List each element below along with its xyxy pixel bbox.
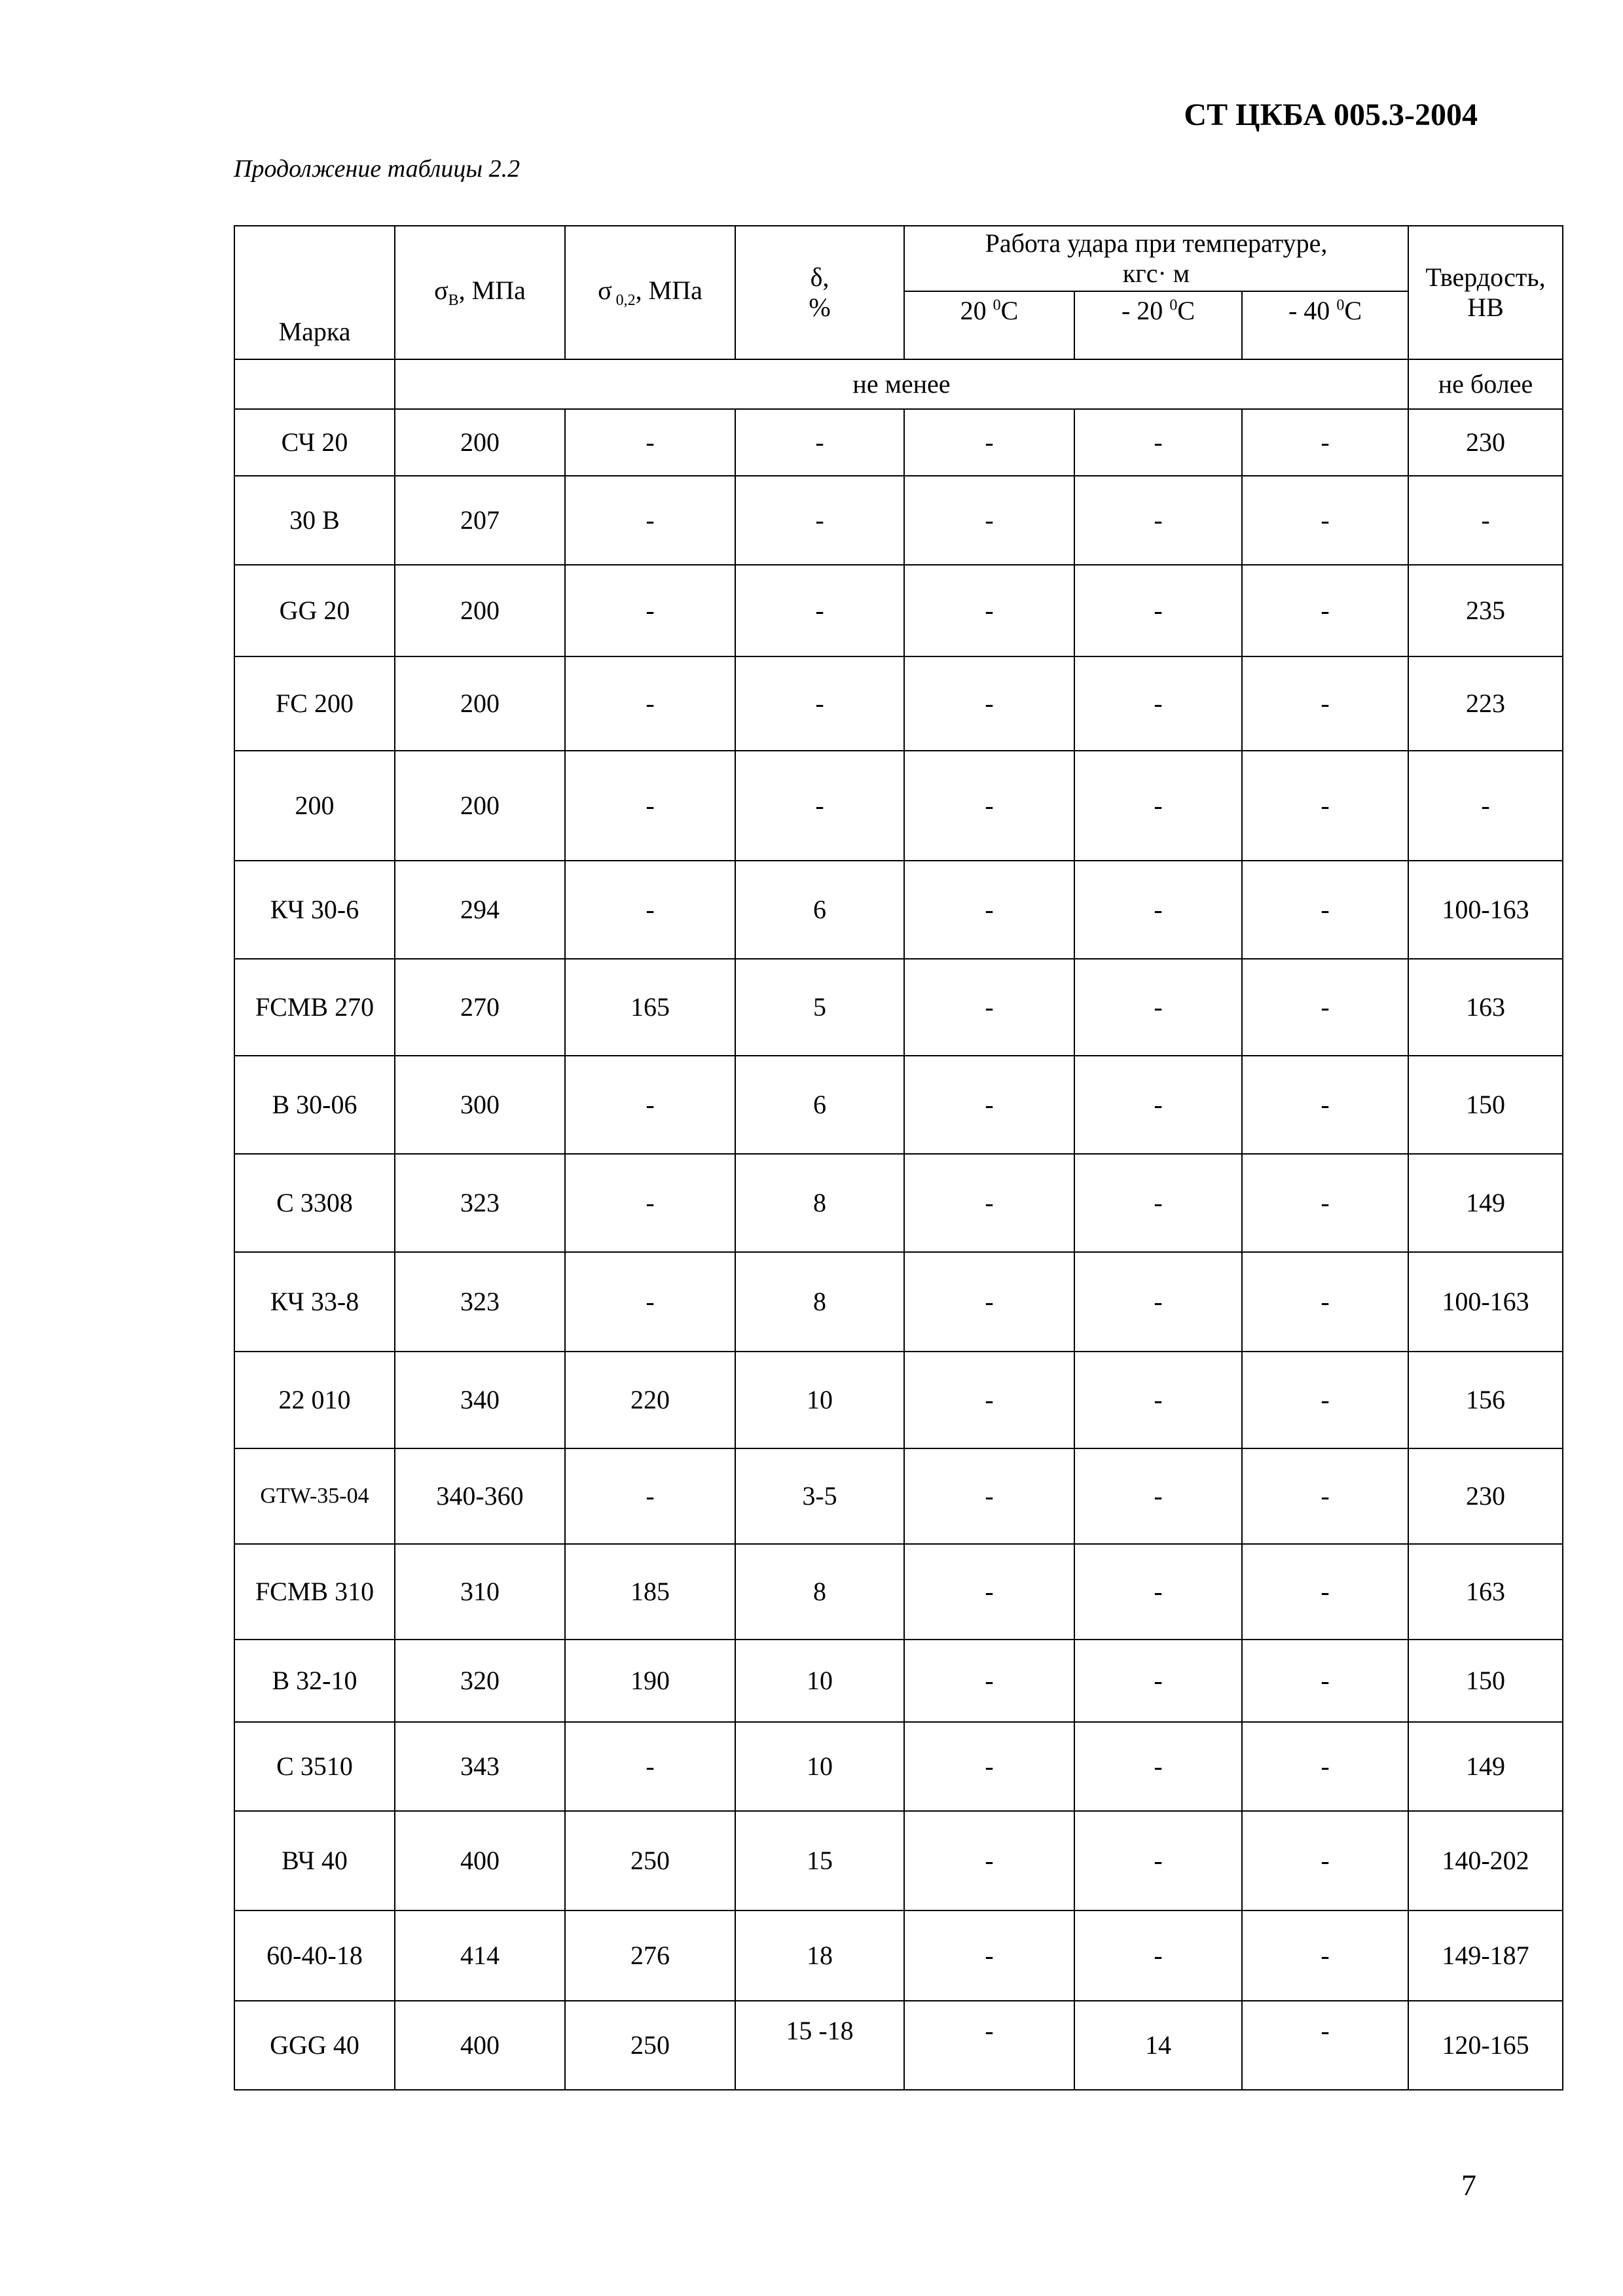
cell-impact-minus-20: - [1074,1544,1242,1640]
cell-grade: FCMB 270 [234,959,395,1056]
cell-elongation: 10 [735,1352,904,1448]
cell-grade: FCMB 310 [234,1544,395,1640]
table-row [234,1448,1563,1544]
cell-grade: 200 [234,751,395,861]
cell-impact-minus-20: - [1074,1154,1242,1252]
cell-yield-strength: - [565,565,735,656]
cell-impact-minus-40: - [1242,1910,1408,2001]
table-row [234,751,1563,861]
cell-impact-20: - [904,2001,1074,2090]
table-row [234,1352,1563,1448]
cell-impact-minus-40: - [1242,1252,1408,1352]
cell-impact-minus-20: - [1074,409,1242,476]
cell-tensile-strength: 200 [395,656,565,751]
cell-elongation: 15 [735,1811,904,1910]
cell-grade: GG 20 [234,565,395,656]
cell-impact-minus-40: - [1242,1448,1408,1544]
cell-tensile-strength: 294 [395,861,565,959]
cell-impact-minus-20: - [1074,1352,1242,1448]
cell-elongation: - [735,476,904,565]
cell-impact-minus-40: - [1242,1640,1408,1722]
cell-hardness: 140-202 [1408,1811,1563,1910]
header-temp-minus-40: - 40 $^0$С [1242,291,1408,359]
properties-table [234,225,1563,2090]
cell-impact-minus-20: - [1074,1722,1242,1811]
header-elongation: δ, % [735,226,904,359]
header-max-note: не более [1408,359,1563,409]
cell-yield-strength: 165 [565,959,735,1056]
cell-elongation: 10 [735,1722,904,1811]
cell-impact-minus-40: - [1242,861,1408,959]
cell-impact-minus-40: - [1242,1154,1408,1252]
cell-elongation: 5 [735,959,904,1056]
header-temp-20: 20 $^0$С [904,291,1074,359]
cell-hardness: 230 [1408,409,1563,476]
cell-impact-minus-40: - [1242,1352,1408,1448]
cell-grade: КЧ 33-8 [234,1252,395,1352]
cell-impact-minus-40: - [1242,565,1408,656]
cell-impact-20: - [904,476,1074,565]
cell-grade: GTW-35-04 [234,1448,395,1544]
cell-hardness: 120-165 [1408,2001,1563,2090]
page-number: 7 [1461,2168,1476,2202]
cell-hardness: - [1408,476,1563,565]
header-impact-energy: Работа удара при температуре, кгс· м [904,226,1408,291]
cell-grade: СЧ 20 [234,409,395,476]
cell-tensile-strength: 323 [395,1154,565,1252]
table-row [234,1910,1563,2001]
cell-yield-strength: - [565,656,735,751]
table-row [234,861,1563,959]
header-hardness: Твердость, НВ [1408,226,1563,359]
cell-tensile-strength: 207 [395,476,565,565]
cell-elongation: 3-5 [735,1448,904,1544]
table-caption: Продолжение таблицы 2.2 [234,155,520,183]
document-code: СТ ЦКБА 005.3-2004 [1184,98,1478,132]
cell-tensile-strength: 400 [395,2001,565,2090]
table-row [234,1640,1563,1722]
cell-yield-strength: - [565,1252,735,1352]
cell-tensile-strength: 200 [395,409,565,476]
cell-impact-minus-40: - [1242,1544,1408,1640]
cell-impact-20: - [904,1352,1074,1448]
cell-yield-strength: 220 [565,1352,735,1448]
table-row [234,1722,1563,1811]
cell-yield-strength: - [565,476,735,565]
cell-impact-minus-40: - [1242,2001,1408,2090]
cell-grade: В 32-10 [234,1640,395,1722]
table-row [234,1544,1563,1640]
cell-hardness: 156 [1408,1352,1563,1448]
cell-grade: С 3308 [234,1154,395,1252]
cell-hardness: 149-187 [1408,1910,1563,2001]
cell-impact-minus-20: - [1074,1056,1242,1154]
cell-tensile-strength: 414 [395,1910,565,2001]
cell-impact-20: - [904,565,1074,656]
cell-impact-20: - [904,959,1074,1056]
cell-hardness: 100-163 [1408,1252,1563,1352]
cell-grade: 22 010 [234,1352,395,1448]
table-row [234,959,1563,1056]
cell-hardness: 100-163 [1408,861,1563,959]
cell-impact-minus-20: - [1074,1448,1242,1544]
cell-yield-strength: - [565,861,735,959]
cell-impact-20: - [904,1448,1074,1544]
cell-impact-minus-40: - [1242,656,1408,751]
cell-hardness: 223 [1408,656,1563,751]
cell-hardness: - [1408,751,1563,861]
cell-hardness: 230 [1408,1448,1563,1544]
cell-yield-strength: - [565,1448,735,1544]
cell-yield-strength: - [565,409,735,476]
cell-yield-strength: 250 [565,1811,735,1910]
cell-impact-20: - [904,1056,1074,1154]
cell-elongation: 18 [735,1910,904,2001]
cell-grade: В 30-06 [234,1056,395,1154]
table-row [234,409,1563,476]
cell-impact-minus-20: - [1074,565,1242,656]
table-row [234,1154,1563,1252]
header-min-note: не менее [395,359,1408,409]
cell-tensile-strength: 343 [395,1722,565,1811]
cell-yield-strength: - [565,1056,735,1154]
cell-yield-strength: - [565,1154,735,1252]
cell-impact-minus-20: - [1074,656,1242,751]
cell-hardness: 163 [1408,1544,1563,1640]
cell-yield-strength: 185 [565,1544,735,1640]
cell-tensile-strength: 400 [395,1811,565,1910]
cell-impact-20: - [904,1154,1074,1252]
cell-elongation: 6 [735,1056,904,1154]
cell-elongation: - [735,409,904,476]
cell-grade: GGG 40 [234,2001,395,2090]
cell-impact-minus-20: - [1074,1910,1242,2001]
cell-impact-minus-40: - [1242,476,1408,565]
table-row [234,656,1563,751]
table-row [234,1811,1563,1910]
header-yield-strength: σ $_{0,2}$, МПа [565,226,735,359]
cell-grade: FC 200 [234,656,395,751]
table-row [234,2001,1563,2090]
cell-impact-20: - [904,1544,1074,1640]
table-row [234,565,1563,656]
cell-elongation: - [735,565,904,656]
cell-hardness: 149 [1408,1154,1563,1252]
cell-impact-minus-40: - [1242,959,1408,1056]
cell-yield-strength: - [565,751,735,861]
cell-impact-20: - [904,1252,1074,1352]
cell-yield-strength: 276 [565,1910,735,2001]
cell-elongation: 8 [735,1252,904,1352]
cell-tensile-strength: 270 [395,959,565,1056]
cell-impact-20: - [904,1811,1074,1910]
cell-impact-minus-20: - [1074,1640,1242,1722]
cell-elongation: - [735,751,904,861]
cell-yield-strength: - [565,1722,735,1811]
cell-elongation: 8 [735,1154,904,1252]
header-tensile-strength: $\sigma_В$, МПа [395,226,565,359]
cell-hardness: 149 [1408,1722,1563,1811]
table-row [234,1056,1563,1154]
cell-elongation: 15 -18 [735,2001,904,2090]
cell-impact-20: - [904,1722,1074,1811]
cell-tensile-strength: 200 [395,751,565,861]
cell-impact-minus-20: - [1074,751,1242,861]
cell-hardness: 235 [1408,565,1563,656]
header-temp-minus-20: - 20 $^0$С [1074,291,1242,359]
cell-hardness: 150 [1408,1640,1563,1722]
cell-impact-20: - [904,656,1074,751]
cell-impact-minus-40: - [1242,1722,1408,1811]
header-grade: Марка [234,226,395,359]
cell-grade: ВЧ 40 [234,1811,395,1910]
cell-elongation: 10 [735,1640,904,1722]
cell-impact-20: - [904,861,1074,959]
cell-impact-minus-20: 14 [1074,2001,1242,2090]
table-row [234,476,1563,565]
cell-grade: 60-40-18 [234,1910,395,2001]
cell-impact-minus-40: - [1242,1056,1408,1154]
cell-impact-minus-20: - [1074,476,1242,565]
cell-impact-minus-20: - [1074,861,1242,959]
cell-tensile-strength: 320 [395,1640,565,1722]
cell-impact-minus-20: - [1074,1252,1242,1352]
cell-tensile-strength: 300 [395,1056,565,1154]
cell-grade: С 3510 [234,1722,395,1811]
cell-impact-20: - [904,751,1074,861]
cell-grade: 30 В [234,476,395,565]
cell-elongation: 6 [735,861,904,959]
header-grade-spacer [234,359,395,409]
cell-tensile-strength: 340 [395,1352,565,1448]
cell-grade: КЧ 30-6 [234,861,395,959]
cell-yield-strength: 250 [565,2001,735,2090]
cell-impact-minus-40: - [1242,409,1408,476]
cell-tensile-strength: 200 [395,565,565,656]
cell-yield-strength: 190 [565,1640,735,1722]
cell-impact-minus-20: - [1074,1811,1242,1910]
cell-impact-20: - [904,1640,1074,1722]
cell-impact-minus-20: - [1074,959,1242,1056]
cell-impact-minus-40: - [1242,1811,1408,1910]
cell-impact-minus-40: - [1242,751,1408,861]
cell-tensile-strength: 340-360 [395,1448,565,1544]
cell-hardness: 150 [1408,1056,1563,1154]
cell-impact-20: - [904,409,1074,476]
cell-hardness: 163 [1408,959,1563,1056]
cell-impact-20: - [904,1910,1074,2001]
cell-elongation: 8 [735,1544,904,1640]
cell-tensile-strength: 310 [395,1544,565,1640]
cell-elongation: - [735,656,904,751]
table-row [234,1252,1563,1352]
cell-tensile-strength: 323 [395,1252,565,1352]
